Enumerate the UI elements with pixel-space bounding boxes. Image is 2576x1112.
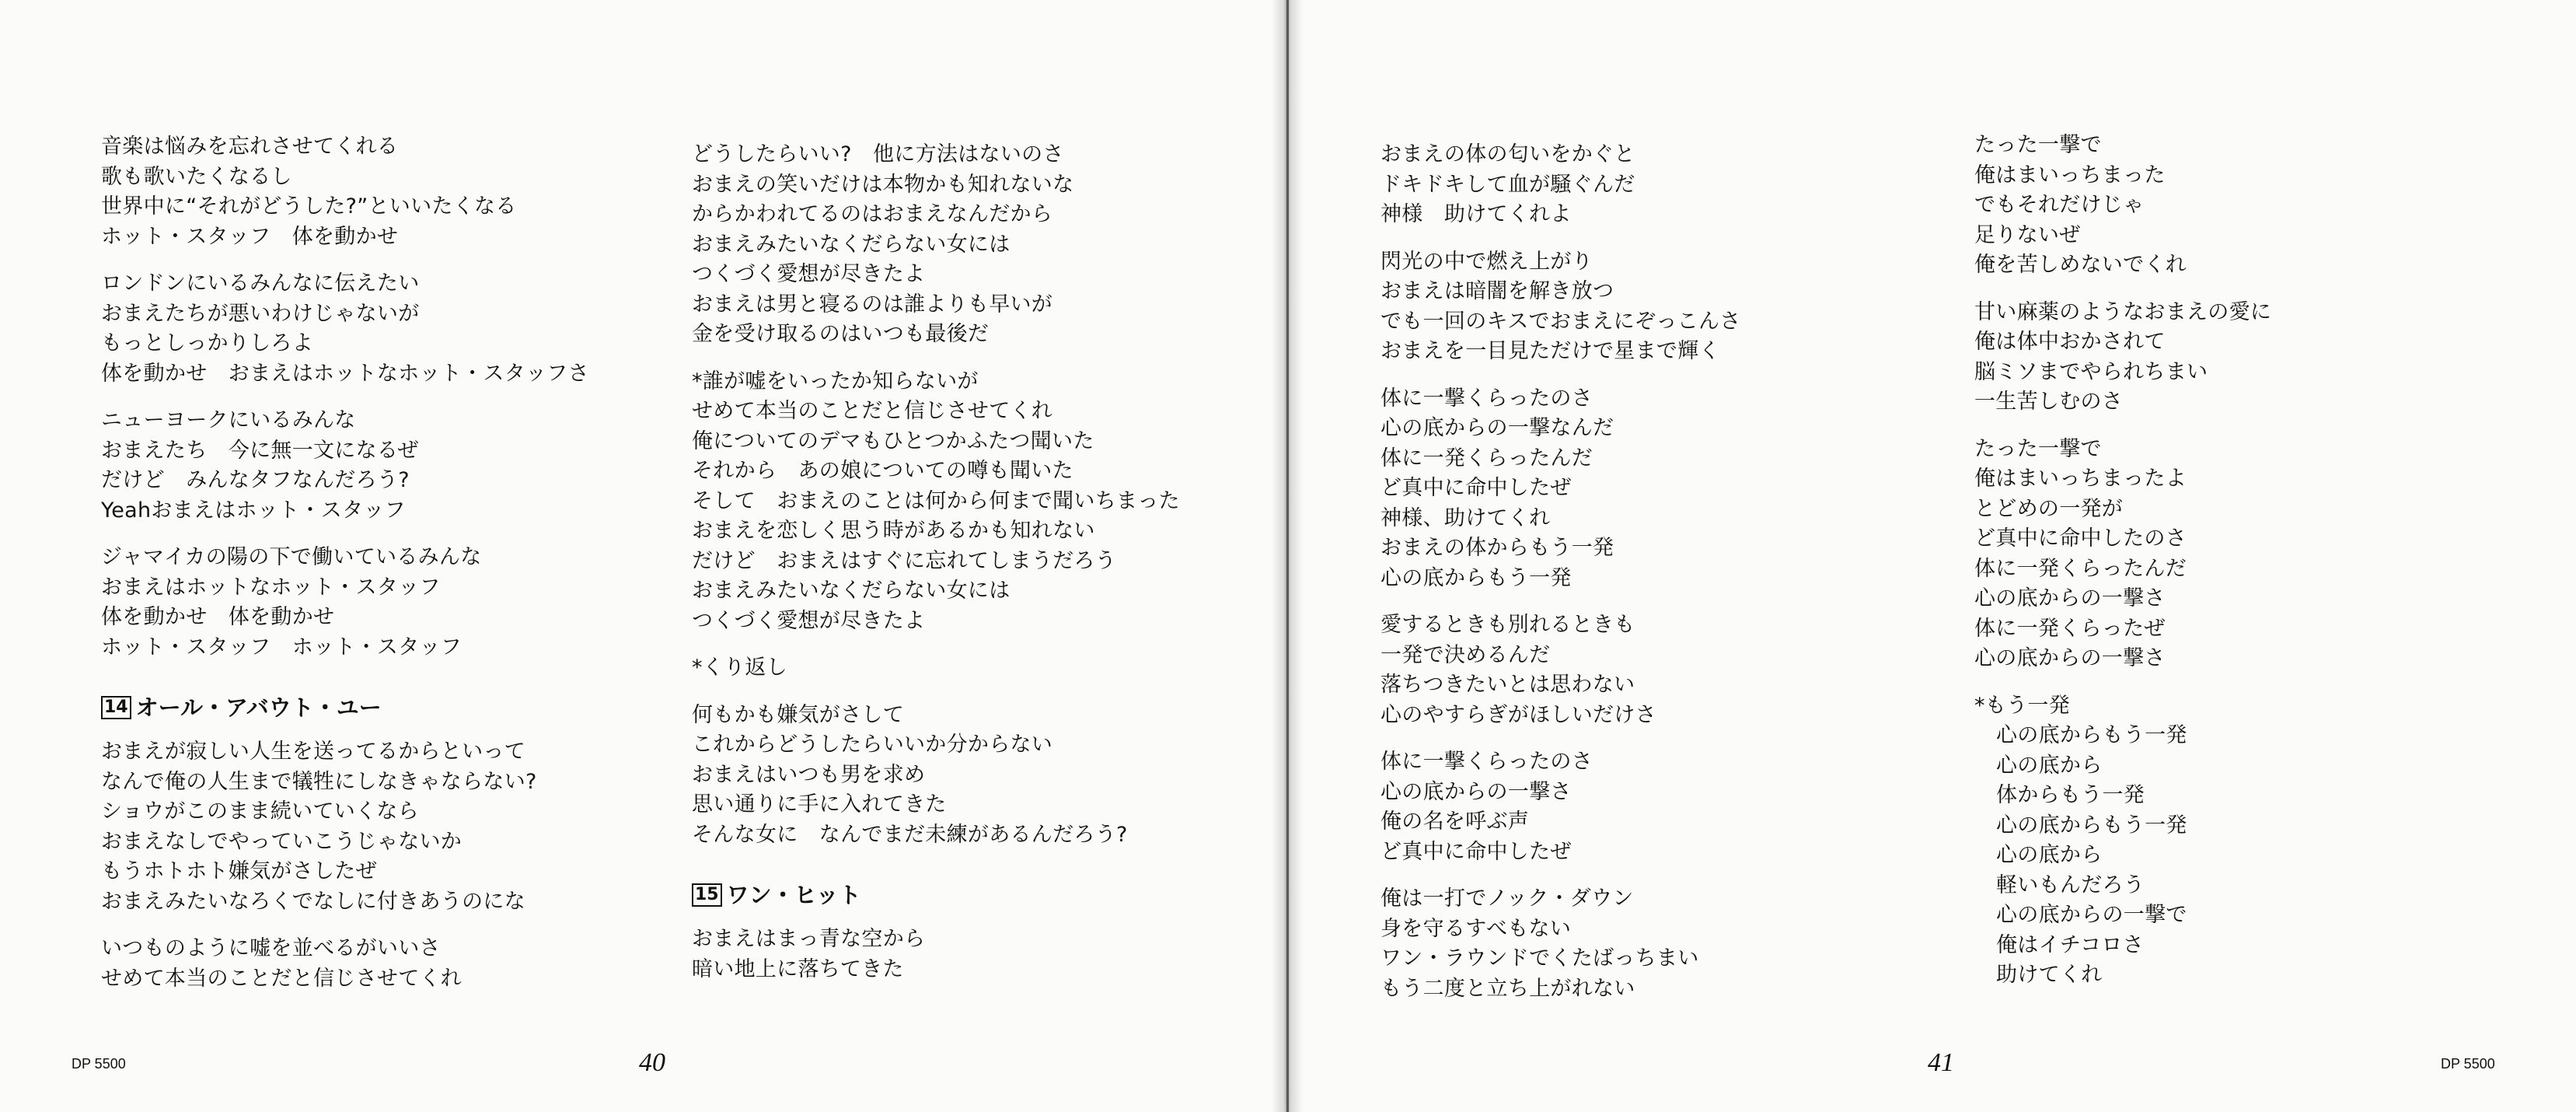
lyric-line: 俺はまいっちまったよ: [1974, 467, 2187, 491]
lyric-line: おまえの体からもう一発: [1380, 536, 1614, 560]
left-column-1: [101, 132, 692, 1011]
lyrics-stanza: [101, 543, 692, 663]
lyric-line: 俺は体中おかされて: [1974, 330, 2166, 354]
lyric-line: 体を動かせ おまえはホットなホット・スタッフさ: [101, 361, 589, 386]
catalog-number-left: DP 5500: [72, 1056, 126, 1072]
right-column-2: [1974, 131, 2534, 1008]
lyric-line: 心の底からの一撃さ: [1974, 586, 2166, 610]
lyric-line: おまえみたいなくだらない女には: [692, 232, 1011, 257]
lyric-line: 俺の名を呼ぶ声: [1380, 810, 1530, 834]
page-number-right: 41: [1928, 1048, 1954, 1077]
lyric-line: 心の底からの一撃なんだ: [1380, 416, 1614, 440]
page-number-left: 40: [639, 1048, 665, 1077]
lyric-line: ドキドキして血が騒ぐんだ: [1380, 172, 1635, 197]
lyric-line: 身を守るすべもない: [1380, 916, 1572, 941]
lyric-line: ニューヨークにいるみんな: [101, 408, 356, 432]
lyrics-stanza: [101, 737, 692, 917]
lyric-line: ど真中に命中したのさ: [1974, 526, 2187, 551]
lyric-line: なんで俺の人生まで犠牲にしなきゃならない?: [101, 769, 537, 794]
track-number-box: 14: [101, 696, 131, 719]
lyrics-stanza: [1974, 131, 2534, 281]
lyrics-stanza: [1380, 247, 1940, 367]
lyric-line: せめて本当のことだと信じさせてくれ: [101, 966, 462, 991]
lyric-line: 歌も歌いたくなるし: [101, 164, 292, 189]
lyrics-stanza: [1380, 747, 1940, 867]
lyric-line: 心の底からもう一発: [1380, 565, 1572, 590]
lyric-line: 心の底からの一撃で: [1996, 903, 2187, 927]
lyrics-stanza: [692, 653, 1267, 684]
lyric-line: *誰が嘘をいったか知らないが: [692, 369, 979, 393]
lyric-line: おまえはホットなホット・スタッフ: [101, 575, 441, 600]
lyric-line: 心の底からの一撃さ: [1974, 646, 2166, 670]
lyrics-stanza: [692, 925, 1267, 984]
lyric-line: おまえなしでやっていこうじゃないか: [101, 829, 462, 854]
lyric-line: 音楽は悩みを忘れさせてくれる: [101, 135, 399, 159]
lyric-line: せめて本当のことだと信じさせてくれ: [692, 399, 1053, 423]
song-heading-14: [101, 692, 692, 723]
track-number-box: 15: [692, 883, 722, 907]
lyric-line: それから あの娘についての噂も聞いた: [692, 459, 1073, 483]
lyric-line: でも一回のキスでおまえにぞっこんさ: [1380, 309, 1741, 334]
lyric-line: 体に一発くらったぜ: [1974, 616, 2166, 641]
lyric-line: 甘い麻薬のようなおまえの愛に: [1974, 299, 2272, 324]
lyrics-stanza: [1380, 384, 1940, 594]
lyric-line: 一発で決めるんだ: [1380, 642, 1551, 667]
lyric-line: でもそれだけじゃ: [1974, 193, 2145, 217]
lyric-line: 心の底からもう一発: [1996, 723, 2187, 747]
lyrics-stanza: [1380, 884, 1940, 1004]
lyric-line: おまえは暗闇を解き放つ: [1380, 279, 1614, 303]
left-column-2: [692, 140, 1267, 1002]
catalog-number-right: DP 5500: [2441, 1056, 2495, 1072]
lyric-line: おまえが寂しい人生を送ってるからといって: [101, 740, 525, 764]
lyric-line: 心の底からの一撃さ: [1380, 779, 1572, 804]
lyric-line: 心の底からもう一発: [1996, 813, 2187, 837]
lyric-line: どうしたらいい? 他に方法はないのさ: [692, 142, 1064, 166]
lyric-line: ワン・ラウンドでくたばっちまい: [1380, 946, 1699, 970]
lyric-line: 体に一発くらったんだ: [1974, 556, 2187, 581]
lyric-line: *くり返し: [692, 656, 787, 680]
lyric-line: そんな女に なんでまだ未練があるんだろう?: [692, 822, 1128, 847]
lyric-line: いつものように嘘を並べるがいいさ: [101, 936, 441, 960]
lyric-line: 神様、助けてくれ: [1380, 505, 1551, 530]
lyric-line: 心の底から: [1996, 843, 2103, 867]
song-title: オール・アバウト・ユー: [135, 694, 382, 721]
song-heading-15: [692, 879, 1267, 911]
lyric-line: 俺を苦しめないでくれ: [1974, 253, 2187, 277]
lyric-line: もうホトホト嫌気がさしたぜ: [101, 859, 377, 883]
lyric-line: 思い通りに手に入れてきた: [692, 792, 947, 817]
lyric-line: ホット・スタッフ 体を動かせ: [101, 224, 399, 249]
lyric-line: 暗い地上に落ちてきた: [692, 956, 904, 981]
lyric-line: ど真中に命中したぜ: [1380, 476, 1572, 500]
lyric-line: おまえはいつも男を求め: [692, 762, 926, 787]
lyric-line: これからどうしたらいいか分からない: [692, 733, 1053, 757]
lyrics-stanza: [692, 140, 1267, 350]
lyric-line: 俺についてのデマもひとつかふたつ聞いた: [692, 428, 1094, 453]
lyric-line: おまえの笑いだけは本物かも知れないな: [692, 172, 1074, 197]
lyric-line: 心のやすらぎがほしいだけさ: [1380, 702, 1656, 727]
lyric-line: 一生苦しむのさ: [1974, 390, 2124, 414]
lyrics-stanza: [692, 701, 1267, 851]
song-title: ワン・ヒット: [726, 882, 861, 908]
lyric-line: だけど おまえはすぐに忘れてしまうだろう: [692, 548, 1116, 573]
lyrics-stanza: [1974, 298, 2534, 418]
lyric-line: ホット・スタッフ ホット・スタッフ: [101, 635, 462, 659]
lyric-line: 神様 助けてくれよ: [1380, 202, 1572, 226]
lyric-line: *もう一発: [1974, 693, 2070, 718]
lyric-line: たった一撃で: [1974, 436, 2102, 461]
lyric-line: おまえたち 今に無一文になるぜ: [101, 438, 419, 463]
lyric-line: 助けてくれ: [1996, 963, 2103, 987]
lyric-line: おまえみたいなろくでなしに付きあうのにな: [101, 889, 525, 914]
lyric-line: おまえを一目見ただけで星まで輝く: [1380, 339, 1720, 363]
lyric-line: おまえは男と寝るのは誰よりも早いが: [692, 292, 1053, 316]
lyric-line: 軽いもんだろう: [1996, 872, 2145, 897]
lyrics-stanza: [101, 934, 692, 994]
lyric-line: もう二度と立ち上がれない: [1380, 976, 1635, 1001]
lyric-line: 金を受け取るのはいつも最後だ: [692, 322, 990, 346]
right-column-1: [1380, 140, 1940, 1021]
lyric-line: 体からもう一発: [1996, 783, 2145, 807]
lyric-line: 俺はイチコロさ: [1996, 932, 2145, 957]
lyric-line: 愛するときも別れるときも: [1380, 613, 1635, 637]
lyrics-stanza: [692, 367, 1267, 637]
lyric-line: Yeahおまえはホット・スタッフ: [101, 498, 406, 523]
lyric-line: からかわれてるのはおまえなんだから: [692, 202, 1053, 226]
lyric-line: だけど みんなタフなんだろう?: [101, 468, 410, 492]
lyric-line: おまえたちが悪いわけじゃないが: [101, 301, 420, 326]
lyrics-stanza: [101, 132, 692, 252]
lyrics-stanza: [1380, 610, 1940, 730]
lyric-line: 脳ミソまでやられちまい: [1974, 359, 2208, 384]
lyric-line: 足りないぜ: [1974, 222, 2081, 247]
lyrics-stanza: [1974, 435, 2534, 674]
lyric-line: そして おまえのことは何から何まで聞いちまった: [692, 488, 1180, 513]
lyric-line: 何もかも嫌気がさして: [692, 702, 904, 727]
lyrics-stanza: [1380, 140, 1940, 230]
lyric-line: 世界中に“それがどうした?”といいたくなる: [101, 194, 517, 219]
lyric-line: 体に一発くらったんだ: [1380, 446, 1593, 470]
lyric-line: ど真中に命中したぜ: [1380, 839, 1572, 864]
lyric-line: 俺は一打でノック・ダウン: [1380, 886, 1634, 911]
lyric-line: 俺はまいっちまった: [1974, 163, 2166, 187]
lyric-line: 体を動かせ 体を動かせ: [101, 605, 335, 629]
lyric-line: 閃光の中で燃え上がり: [1380, 249, 1593, 274]
lyric-line: たった一撃で: [1974, 133, 2102, 157]
lyric-line: 体に一撃くらったのさ: [1380, 750, 1593, 774]
lyric-line: 落ちつきたいとは思わない: [1380, 673, 1635, 697]
gutter-line: [1286, 0, 1289, 1112]
lyric-line: 体に一撃くらったのさ: [1380, 386, 1593, 411]
lyric-line: おまえみたいなくだらない女には: [692, 579, 1011, 603]
lyric-line: つくづく愛想が尽きたよ: [692, 608, 926, 633]
lyrics-stanza: [101, 269, 692, 389]
lyric-line: 心の底から: [1996, 753, 2103, 778]
lyric-line: おまえの体の匂いをかぐと: [1380, 142, 1635, 166]
lyric-line: ロンドンにいるみんなに伝えたい: [101, 271, 420, 295]
lyric-line: もっとしっかりしろよ: [101, 331, 313, 355]
lyric-line: とどめの一発が: [1974, 496, 2124, 521]
lyric-line: つくづく愛想が尽きたよ: [692, 262, 926, 286]
lyric-line: おまえはまっ青な空から: [692, 927, 926, 951]
lyric-line: ショウがこのまま続いていくなら: [101, 799, 419, 824]
lyric-line: おまえを恋しく思う時があるかも知れない: [692, 519, 1095, 543]
chorus-stanza: [1974, 691, 2534, 991]
lyric-line: ジャマイカの陽の下で働いているみんな: [101, 545, 482, 569]
lyrics-stanza: [101, 406, 692, 526]
